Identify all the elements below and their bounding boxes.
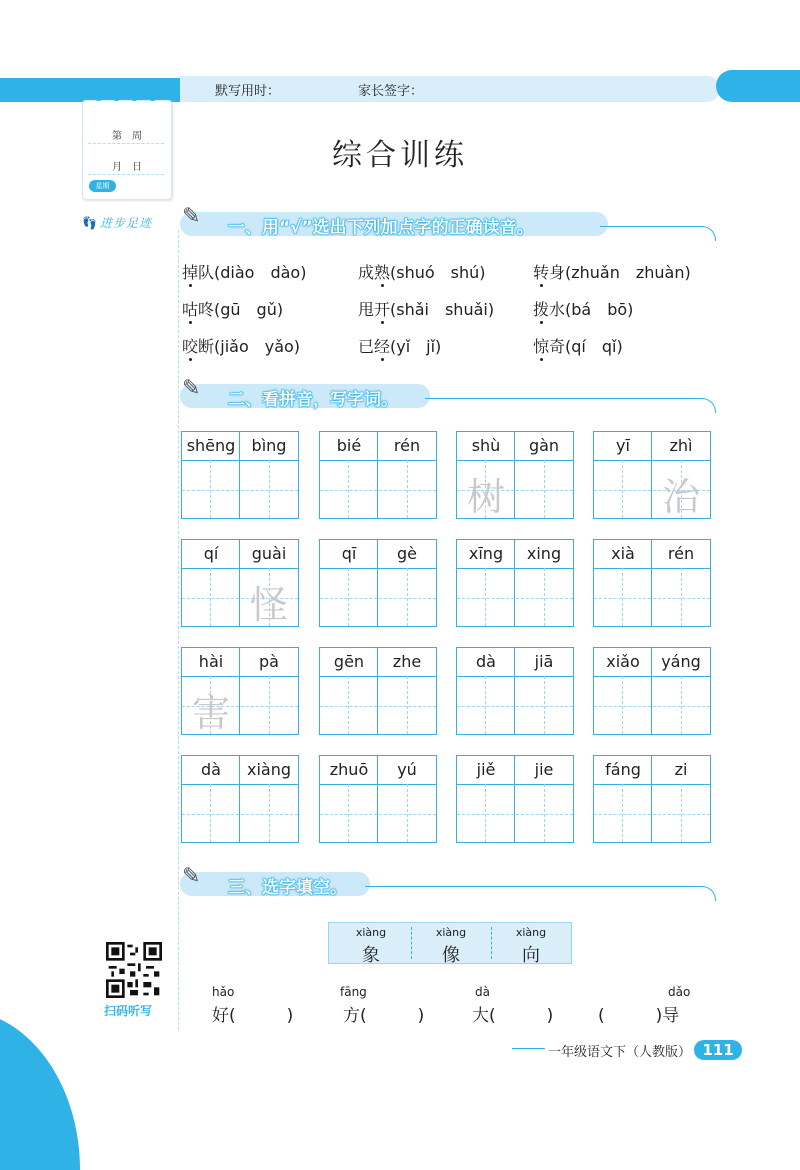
grid-guide: [348, 568, 349, 626]
grid-guide: [681, 676, 682, 734]
trace-character: 树: [466, 475, 505, 519]
grid-guide: [457, 814, 573, 815]
pinyin-label: yú: [397, 760, 417, 779]
grid-guide: [594, 706, 710, 707]
header-bar-right: [716, 70, 800, 102]
emphasis-dot: [381, 284, 384, 287]
choice-pinyin: xiàng: [435, 926, 467, 939]
corner-decoration: [0, 1010, 80, 1170]
reading-choice-item[interactable]: 甩开(shǎi shuǎi): [358, 300, 495, 319]
pinyin-label: xing: [526, 544, 562, 563]
grid-guide: [407, 460, 408, 518]
pinyin-label: shēng: [186, 436, 236, 455]
emphasis-dot: [540, 321, 543, 324]
pinyin-label: jiě: [476, 760, 496, 779]
choice-pinyin: xiàng: [515, 926, 547, 939]
pinyin-label: zhuō: [329, 760, 369, 779]
reading-choice-item[interactable]: 拨水(bá bō): [533, 300, 634, 319]
grid-guide: [681, 784, 682, 842]
writing-grid-pair[interactable]: [593, 539, 711, 627]
calendar-ring-icon: [94, 92, 103, 101]
grid-guide: [485, 784, 486, 842]
reading-choice-item[interactable]: 掉队(diào dào): [182, 263, 307, 282]
weekday-badge: 星期: [89, 180, 116, 192]
grid-guide: [269, 676, 270, 734]
writing-grid-pair[interactable]: [319, 431, 437, 519]
grid-guide: [407, 568, 408, 626]
pencil-icon: ✎: [182, 376, 201, 401]
grid-guide: [320, 814, 436, 815]
pinyin-label: zhì: [669, 436, 693, 455]
section-2-header-line: [425, 398, 716, 413]
emphasis-dot: [540, 358, 543, 361]
scan-to-listen-label: 扫码听写: [104, 1004, 153, 1018]
fill-pinyin: fāng: [340, 985, 367, 999]
reading-choice-item[interactable]: 已经(yǐ jǐ): [358, 337, 442, 356]
grid-guide: [407, 676, 408, 734]
footprint-icon: 👣: [82, 216, 98, 230]
pinyin-label: pà: [259, 652, 279, 671]
calendar-week: 第 周: [112, 131, 142, 142]
grid-guide: [544, 460, 545, 518]
writing-grid-pair[interactable]: [319, 647, 437, 735]
pinyin-label: xiàng: [246, 760, 291, 779]
dictation-time-label: 默写用时：: [215, 84, 281, 99]
fill-pinyin: dà: [475, 985, 490, 999]
fill-blank-item[interactable]: 大( ): [472, 1006, 554, 1026]
pinyin-label: zhe: [392, 652, 422, 671]
emphasis-dot: [381, 321, 384, 324]
grid-guide: [544, 568, 545, 626]
trace-character: 怪: [249, 583, 288, 627]
writing-grid-pair[interactable]: [456, 431, 574, 519]
writing-grid-pair[interactable]: [593, 431, 711, 519]
fill-blank-item[interactable]: ( )导: [598, 1006, 680, 1026]
pinyin-label: zi: [674, 760, 688, 779]
writing-grid-pair[interactable]: [319, 539, 437, 627]
grid-guide: [485, 676, 486, 734]
pinyin-label: qī: [341, 544, 357, 563]
pinyin-label: gàn: [528, 436, 560, 455]
pinyin-label: yáng: [661, 652, 701, 671]
fill-pinyin: hǎo: [212, 985, 235, 999]
pinyin-label: gēn: [333, 652, 365, 671]
header-bar-left: [0, 78, 185, 102]
grid-guide: [348, 460, 349, 518]
pencil-icon: ✎: [182, 864, 201, 889]
pinyin-label: shù: [471, 436, 501, 455]
grid-guide: [210, 784, 211, 842]
writing-grid-pair[interactable]: [181, 755, 299, 843]
grid-guide: [348, 784, 349, 842]
grid-guide: [681, 568, 682, 626]
pinyin-label: jiā: [534, 652, 554, 671]
pinyin-label: gè: [397, 544, 417, 563]
grid-guide: [594, 598, 710, 599]
progress-footsteps-label: 👣 进步足迹: [82, 216, 152, 230]
grid-guide: [544, 784, 545, 842]
choice-pinyin: xiàng: [355, 926, 387, 939]
grid-guide: [594, 814, 710, 815]
grid-guide: [457, 598, 573, 599]
section-3-header-line: [365, 886, 716, 901]
page-title: 综合训练: [332, 138, 468, 173]
choice-character: 象: [362, 945, 380, 966]
reading-choice-item[interactable]: 咕咚(gū gǔ): [182, 300, 284, 319]
writing-grid-pair[interactable]: [181, 647, 299, 735]
calendar-ring-icon: [112, 92, 121, 101]
grid-guide: [269, 460, 270, 518]
trace-character: 害: [191, 691, 230, 735]
pinyin-label: bìng: [251, 436, 287, 455]
reading-choice-item[interactable]: 成熟(shuó shú): [358, 263, 486, 282]
calendar-ring-icon: [130, 92, 139, 101]
pinyin-label: xīng: [468, 544, 504, 563]
pinyin-label: xià: [611, 544, 635, 563]
pinyin-label: xiǎo: [606, 652, 640, 671]
grid-guide: [182, 490, 298, 491]
calendar-divider: [88, 174, 164, 175]
calendar-date: 月 日: [112, 162, 142, 173]
emphasis-dot: [540, 284, 543, 287]
section-1-header-line: [600, 226, 716, 241]
grid-guide: [622, 784, 623, 842]
grid-guide: [544, 676, 545, 734]
writing-grid-pair[interactable]: [181, 539, 299, 627]
reading-choice-item[interactable]: 转身(zhuǎn zhuàn): [533, 263, 691, 282]
pinyin-label: hài: [198, 652, 224, 671]
fill-pinyin: dǎo: [668, 985, 691, 999]
writing-grid-pair[interactable]: [319, 755, 437, 843]
writing-grid-pair[interactable]: [593, 647, 711, 735]
writing-grid-pair[interactable]: [456, 647, 574, 735]
grid-guide: [348, 676, 349, 734]
grid-guide: [320, 490, 436, 491]
pinyin-label: dà: [476, 652, 496, 671]
pencil-icon: ✎: [182, 204, 201, 229]
book-title: 一年级语文下（人教版）: [545, 1041, 694, 1060]
qr-code-icon[interactable]: [106, 942, 162, 998]
emphasis-dot: [189, 358, 192, 361]
calendar-ring-icon: [148, 92, 157, 101]
reading-choice-item[interactable]: 咬断(jiǎo yǎo): [182, 337, 301, 356]
writing-grid-pair[interactable]: [593, 755, 711, 843]
margin-divider: [178, 230, 179, 1030]
grid-guide: [622, 460, 623, 518]
character-choice-box: [328, 922, 572, 964]
grid-guide: [622, 568, 623, 626]
emphasis-dot: [189, 284, 192, 287]
emphasis-dot: [189, 321, 192, 324]
choice-character: 像: [442, 945, 460, 966]
emphasis-dot: [381, 358, 384, 361]
trace-character: 治: [661, 475, 700, 519]
grid-guide: [320, 706, 436, 707]
pinyin-label: yī: [616, 436, 630, 455]
fill-blank-item[interactable]: 方( ): [343, 1006, 425, 1026]
pinyin-label: jie: [534, 760, 554, 779]
pinyin-label: qí: [203, 544, 219, 563]
grid-guide: [210, 460, 211, 518]
grid-guide: [485, 568, 486, 626]
grid-guide: [210, 568, 211, 626]
fill-blank-item[interactable]: 好( ): [212, 1006, 294, 1026]
writing-grid-pair[interactable]: [456, 539, 574, 627]
writing-grid-pair[interactable]: [456, 755, 574, 843]
grid-guide: [182, 814, 298, 815]
writing-grid-pair[interactable]: [181, 431, 299, 519]
pinyin-label: rén: [667, 544, 695, 563]
page-number: 111: [694, 1040, 742, 1060]
pinyin-label: rén: [393, 436, 421, 455]
grid-guide: [407, 784, 408, 842]
grid-guide: [457, 706, 573, 707]
choice-character: 向: [522, 945, 540, 966]
pinyin-label: guài: [251, 544, 287, 563]
pinyin-label: bié: [336, 436, 362, 455]
grid-guide: [320, 598, 436, 599]
pinyin-label: dà: [201, 760, 221, 779]
section-1-title: 一、用“√”选出下列加点字的正确读音。: [228, 218, 534, 238]
calendar-divider: [88, 143, 164, 144]
reading-choice-item[interactable]: 惊奇(qí qǐ): [533, 337, 623, 356]
section-2-title: 二、看拼音，写字词。: [228, 390, 398, 410]
grid-guide: [622, 676, 623, 734]
section-3-title: 三、选字填空。: [228, 878, 347, 898]
grid-guide: [269, 784, 270, 842]
parent-signature-label: 家长签字：: [358, 84, 424, 99]
pinyin-label: fáng: [605, 760, 641, 779]
